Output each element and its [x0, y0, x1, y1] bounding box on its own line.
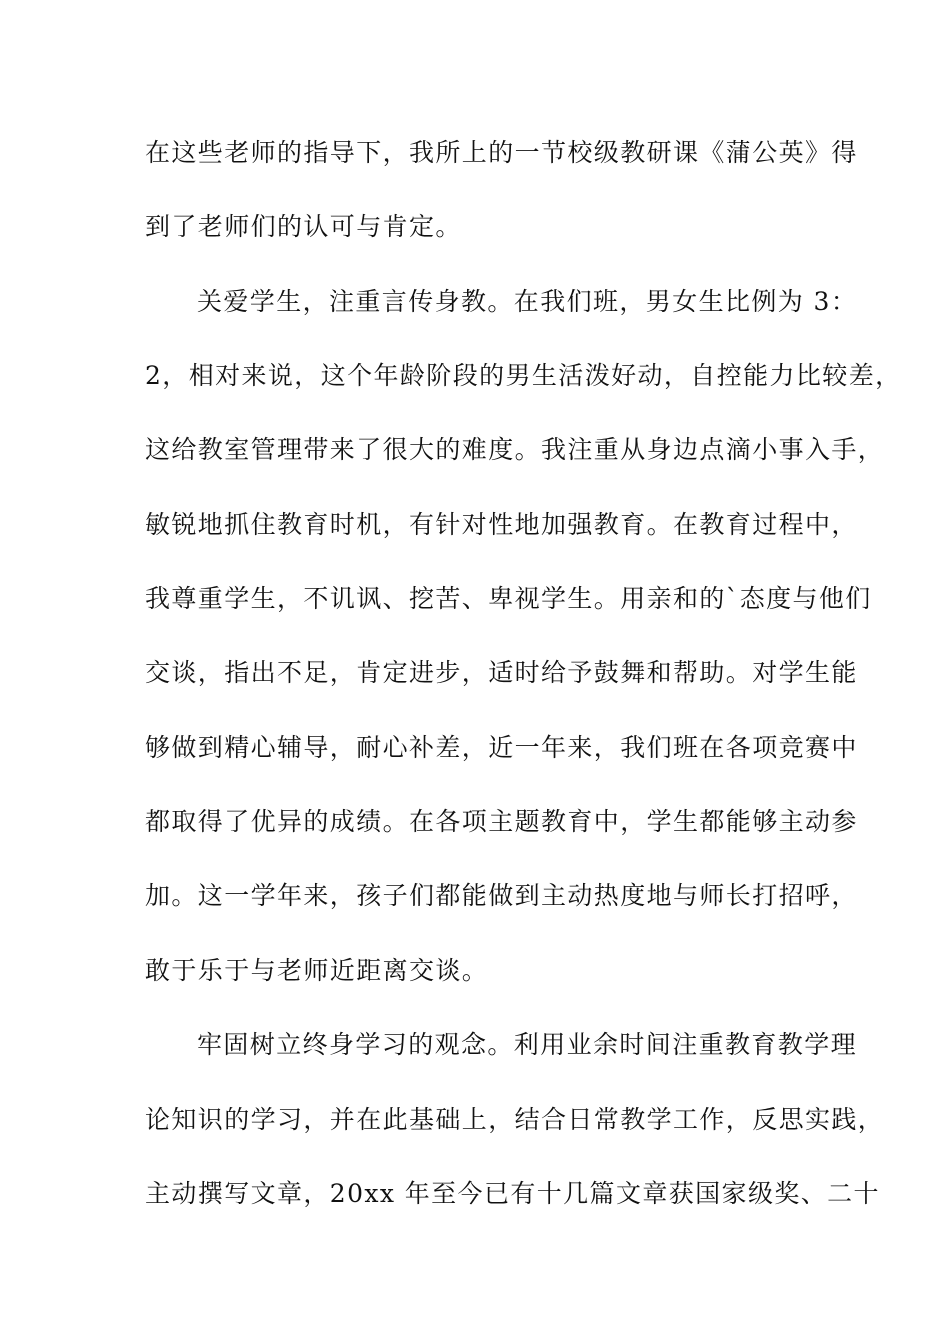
- paragraph-start-line: 关爱学生，注重言传身教。在我们班，男女生比例为 3：: [197, 287, 858, 316]
- text-line-11: 加。这一学年来，孩子们都能做到主动热度地与师长打招呼，: [145, 881, 858, 910]
- text-line-2: 到了老师们的认可与肯定。: [145, 212, 462, 241]
- text-line-15: 主动撰写文章，20xx 年至今已有十几篇文章获国家级奖、二十: [145, 1179, 880, 1208]
- text-line-8: 交谈，指出不足，肯定进步，适时给予鼓舞和帮助。对学生能: [145, 658, 858, 687]
- text-line-10: 都取得了优异的成绩。在各项主题教育中，学生都能够主动参: [145, 807, 858, 836]
- text-line-6: 敏锐地抓住教育时机，有针对性地加强教育。在教育过程中，: [145, 510, 858, 539]
- text-line-4: 2，相对来说，这个年龄阶段的男生活泼好动，自控能力比较差，: [145, 361, 902, 390]
- text-line-1: 在这些老师的指导下，我所上的一节校级教研课《蒲公英》得: [145, 138, 858, 167]
- text-line-7: 我尊重学生，不讥讽、挖苦、卑视学生。用亲和的`态度与他们: [145, 584, 872, 613]
- text-line-14: 论知识的学习，并在此基础上，结合日常教学工作，反思实践，: [145, 1105, 885, 1134]
- text-line-9: 够做到精心辅导，耐心补差，近一年来，我们班在各项竞赛中: [145, 733, 858, 762]
- paragraph-start-line: 牢固树立终身学习的观念。利用业余时间注重教育教学理: [197, 1030, 858, 1059]
- text-line-5: 这给教室管理带来了很大的难度。我注重从身边点滴小事入手，: [145, 435, 885, 464]
- text-line-12: 敢于乐于与老师近距离交谈。: [145, 956, 489, 985]
